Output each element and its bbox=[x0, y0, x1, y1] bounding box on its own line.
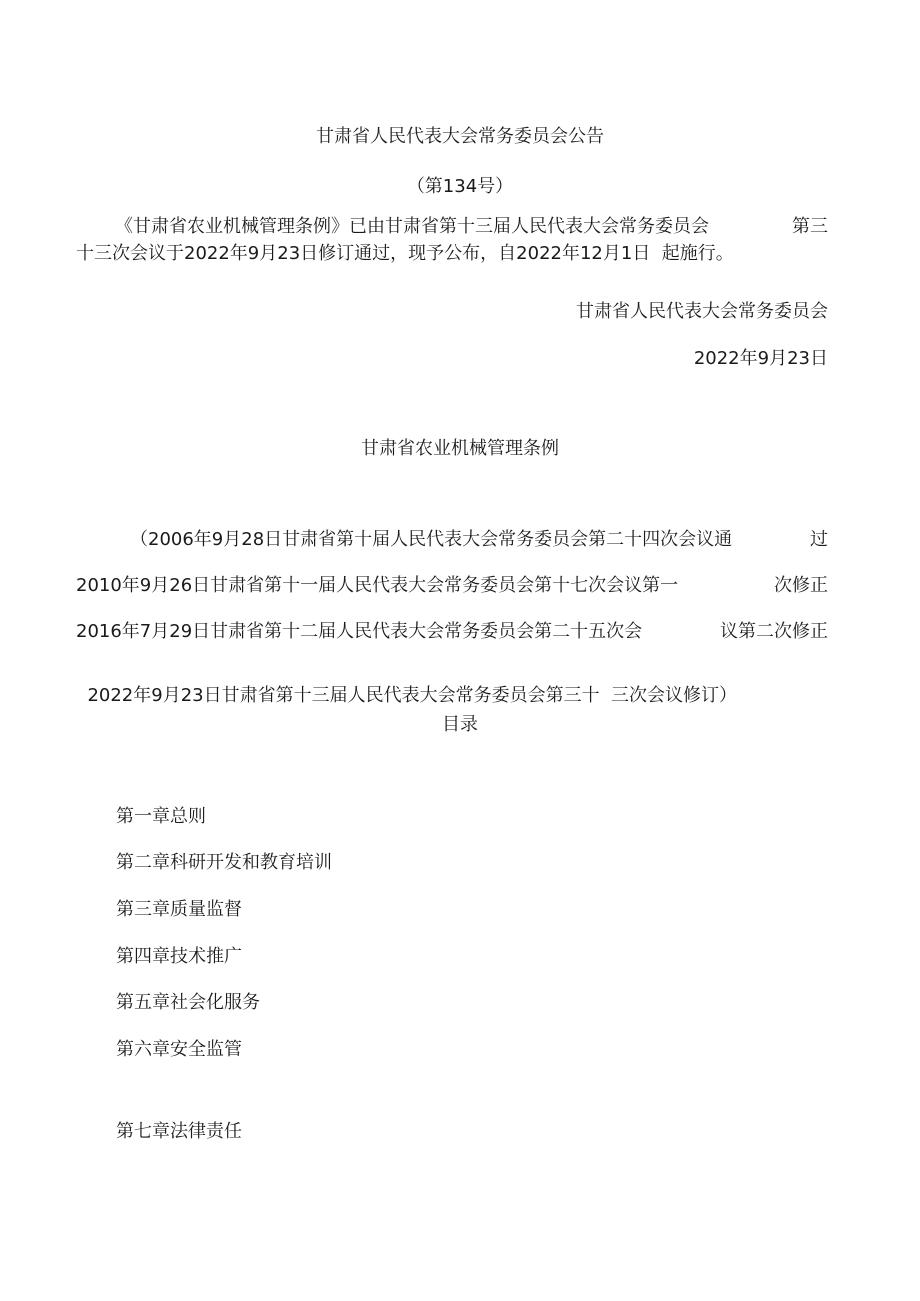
announcement-title: 甘肃省人民代表大会常务委员会公告 bbox=[316, 126, 604, 147]
announcement-signature: 甘肃省人民代表大会常务委员会 bbox=[576, 301, 828, 322]
history-text: 2022年9月23日甘肃省第十三届人民代表大会常务委员会第三十 三次会议修订） bbox=[87, 685, 738, 706]
history-text: 议第二次修正 bbox=[720, 621, 828, 642]
announcement-date: 2022年9月23日 bbox=[693, 348, 828, 369]
history-line-3 bbox=[76, 623, 828, 641]
toc-item: 第三章质量监督 bbox=[116, 899, 242, 920]
regulation-title: 甘肃省农业机械管理条例 bbox=[361, 438, 559, 459]
history-text: 2016年7月29日甘肃省第十二届人民代表大会常务委员会第二十五次会 bbox=[76, 621, 643, 642]
announcement-body-line-1 bbox=[115, 218, 828, 236]
announcement-number: （第134号） bbox=[406, 176, 514, 197]
toc-item: 第四章技术推广 bbox=[116, 946, 242, 967]
toc-item: 第一章总则 bbox=[116, 806, 206, 827]
toc-item: 第五章社会化服务 bbox=[116, 992, 260, 1013]
announcement-body-text: 第三 bbox=[792, 216, 828, 237]
toc-item: 第七章法律责任 bbox=[116, 1121, 242, 1142]
toc-item: 第二章科研开发和教育培训 bbox=[116, 852, 332, 873]
toc-item: 第六章安全监管 bbox=[116, 1039, 242, 1060]
history-line-2 bbox=[76, 577, 828, 595]
history-line-1 bbox=[130, 531, 828, 549]
announcement-body-line-2: 十三次会议于2022年9月23日修订通过，现予公布，自2022年12月1日 起施行。 bbox=[76, 243, 734, 264]
announcement-body-text: 《甘肃省农业机械管理条例》已由甘肃省第十三届人民代表大会常务委员会 bbox=[115, 216, 709, 237]
toc-title: 目录 bbox=[442, 714, 478, 735]
history-line-4 bbox=[76, 669, 737, 705]
history-text: （2006年9月28日甘肃省第十届人民代表大会常务委员会第二十四次会议通 bbox=[130, 529, 733, 550]
history-text: 过 bbox=[810, 529, 828, 550]
history-text: 次修正 bbox=[774, 575, 828, 596]
history-text: 2010年9月26日甘肃省第十一届人民代表大会常务委员会第十七次会议第一 bbox=[76, 575, 679, 596]
